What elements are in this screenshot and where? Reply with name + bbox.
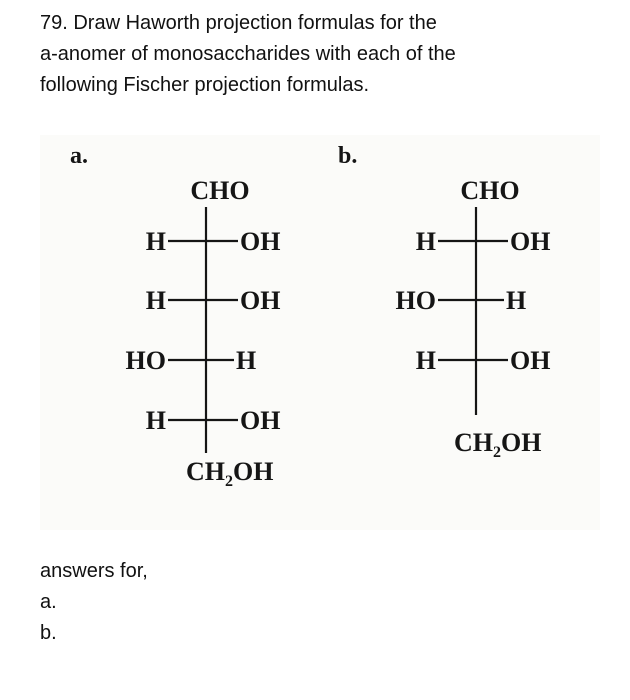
fischer-structure-b xyxy=(338,143,550,461)
structure-b-row-2-left: HO xyxy=(395,286,436,315)
structure-b-top-group: CHO xyxy=(460,176,520,205)
structure-a-bottom-group: $CH_2OH$ xyxy=(186,457,274,490)
answers-section xyxy=(40,556,148,649)
question-line-3: following Fischer projection formulas. xyxy=(40,74,370,96)
fischer-projections-svg xyxy=(40,135,600,530)
structure-b-row-1-left: H xyxy=(415,227,436,256)
answer-item-b: b. xyxy=(40,622,57,644)
structure-a-label: a. xyxy=(70,143,88,169)
structure-b-row-1-right: OH xyxy=(510,227,551,256)
answer-item-a: a. xyxy=(40,591,57,613)
structure-a-row-1-right: OH xyxy=(240,227,281,256)
structure-b-row-2-right: H xyxy=(506,286,527,315)
question-line-2: a-anomer of monosaccharides with each of the xyxy=(40,43,456,65)
question-line-1: 79. Draw Haworth projection formulas for the xyxy=(40,12,437,34)
structure-a-top-group: CHO xyxy=(190,176,250,205)
structure-a-row-1-left: H xyxy=(145,227,166,256)
structure-b-label: b. xyxy=(338,143,358,169)
structure-a-row-2-left: H xyxy=(145,286,166,315)
structure-a-row-3-right: H xyxy=(236,346,257,375)
structure-a-row-3-left: HO xyxy=(125,346,166,375)
structure-b-bottom-group: $CH_2OH$ xyxy=(454,428,542,461)
structure-a-row-4-right: OH xyxy=(240,406,281,435)
question-text xyxy=(40,8,600,101)
answers-heading: answers for, xyxy=(40,560,148,582)
fischer-structure-a xyxy=(70,143,280,490)
structure-a-row-2-right: OH xyxy=(240,286,281,315)
fischer-projections-figure xyxy=(40,135,600,530)
structure-b-row-3-right: OH xyxy=(510,346,551,375)
structure-b-row-3-left: H xyxy=(415,346,436,375)
structure-a-row-4-left: H xyxy=(145,406,166,435)
